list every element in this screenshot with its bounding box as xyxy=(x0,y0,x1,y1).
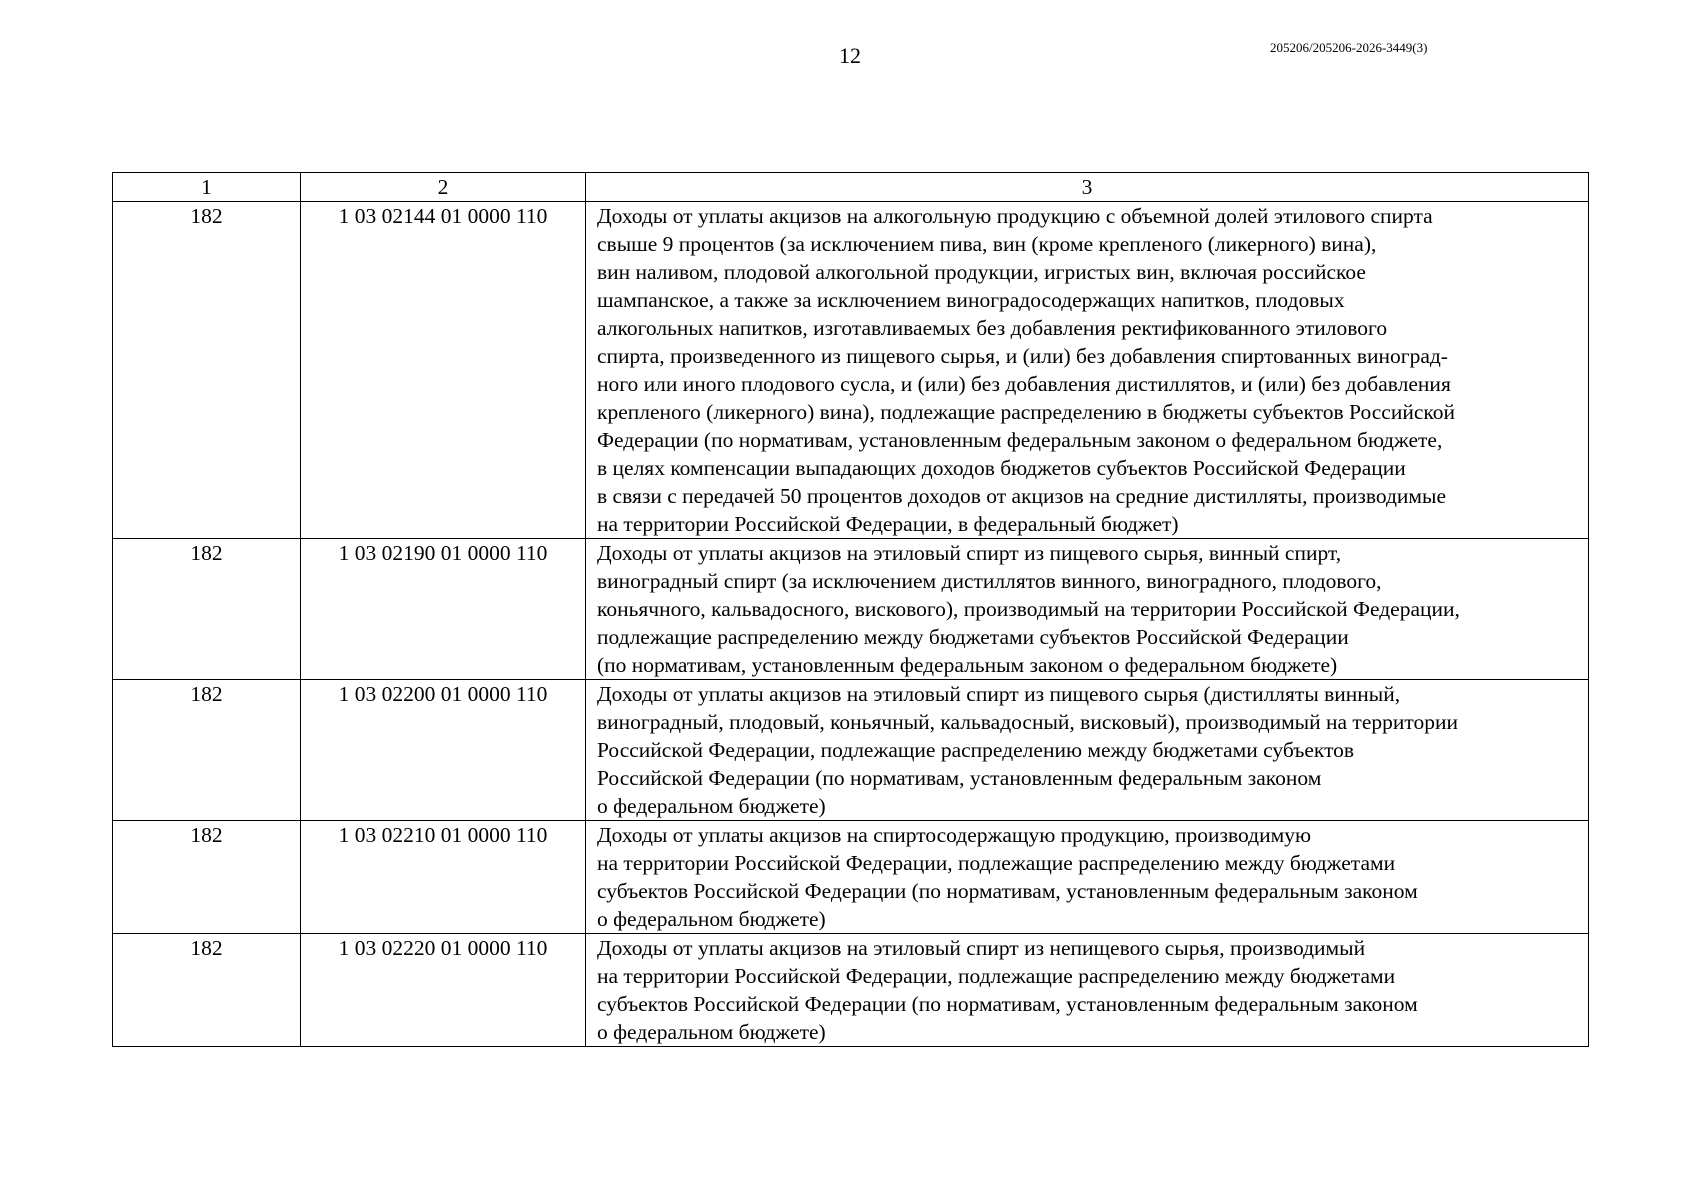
column-number-2: 2 xyxy=(301,173,586,202)
description-line: Доходы от уплаты акцизов на этиловый спирт из пищевого сырья, винный спирт, xyxy=(597,541,1342,565)
table-row xyxy=(113,934,1589,1047)
description-line: Российской Федерации (по нормативам, установленным федеральным законом xyxy=(597,766,1322,790)
admin-code-cell: 182 xyxy=(113,680,301,821)
description-cell xyxy=(586,934,1589,1047)
description-line: Доходы от уплаты акцизов на этиловый спирт из пищевого сырья (дистилляты винный, xyxy=(597,682,1401,706)
kbk-code-cell: 1 03 02190 01 0000 110 xyxy=(301,539,586,680)
description-line: Доходы от уплаты акцизов на алкогольную продукцию с объемной долей этилового спирта xyxy=(597,204,1433,228)
description-line: (по нормативам, установленным федеральным законом о федеральном бюджете) xyxy=(597,653,1338,677)
description-line: субъектов Российской Федерации (по нормативам, установленным федеральным законом xyxy=(597,992,1418,1016)
description-line: Российской Федерации, подлежащие распределению между бюджетами субъектов xyxy=(597,738,1355,762)
description-line: на территории Российской Федерации, подлежащие распределению между бюджетами xyxy=(597,851,1396,875)
admin-code-cell: 182 xyxy=(113,539,301,680)
kbk-code-cell: 1 03 02210 01 0000 110 xyxy=(301,821,586,934)
description-line: виноградный, плодовый, коньячный, кальвадосный, висковый), производимый на территории xyxy=(597,710,1458,734)
description-line: Доходы от уплаты акцизов на этиловый спирт из непищевого сырья, производимый xyxy=(597,936,1366,960)
description-line: ного или иного плодового сусла, и (или) без добавления дистиллятов, и (или) без добавления xyxy=(597,372,1451,396)
table-row xyxy=(113,202,1589,539)
table-row xyxy=(113,539,1589,680)
admin-code-cell: 182 xyxy=(113,934,301,1047)
description-line: виноградный спирт (за исключением дистиллятов винного, виноградного, плодового, xyxy=(597,569,1382,593)
description-cell xyxy=(586,680,1589,821)
description-cell xyxy=(586,821,1589,934)
description-cell xyxy=(586,539,1589,680)
description-line: коньячного, кальвадосного, вискового), производимый на территории Российской Федерации, xyxy=(597,597,1460,621)
page-number: 12 xyxy=(839,43,861,68)
description-line: о федеральном бюджете) xyxy=(597,907,826,931)
column-number-row xyxy=(113,173,1589,202)
description-cell xyxy=(586,202,1589,539)
table-body xyxy=(113,202,1589,1047)
description-line: о федеральном бюджете) xyxy=(597,794,826,818)
description-line: Федерации (по нормативам, установленным федеральным законом о федеральном бюджете, xyxy=(597,428,1443,452)
table-row xyxy=(113,680,1589,821)
description-line: Доходы от уплаты акцизов на спиртосодержащую продукцию, производимую xyxy=(597,823,1312,847)
admin-code-cell: 182 xyxy=(113,821,301,934)
document-code: 205206/205206-2026-3449(3) xyxy=(1270,40,1428,55)
description-line: шампанское, а также за исключением виноградосодержащих напитков, плодовых xyxy=(597,288,1345,312)
description-line: о федеральном бюджете) xyxy=(597,1020,826,1044)
description-line: на территории Российской Федерации, подлежащие распределению между бюджетами xyxy=(597,964,1396,988)
kbk-code-cell: 1 03 02220 01 0000 110 xyxy=(301,934,586,1047)
description-line: субъектов Российской Федерации (по нормативам, установленным федеральным законом xyxy=(597,879,1418,903)
column-number-3: 3 xyxy=(586,173,1589,202)
table-row xyxy=(113,821,1589,934)
description-line: крепленого (ликерного) вина), подлежащие распределению в бюджеты субъектов Российской xyxy=(597,400,1455,424)
revenue-codes-table xyxy=(112,172,1589,1047)
admin-code-cell: 182 xyxy=(113,202,301,539)
kbk-code-cell: 1 03 02200 01 0000 110 xyxy=(301,680,586,821)
description-line: на территории Российской Федерации, в федеральный бюджет) xyxy=(597,512,1179,536)
description-line: алкогольных напитков, изготавливаемых без добавления ректификованного этилового xyxy=(597,316,1388,340)
description-line: подлежащие распределению между бюджетами субъектов Российской Федерации xyxy=(597,625,1349,649)
description-line: вин наливом, плодовой алкогольной продукции, игристых вин, включая российское xyxy=(597,260,1366,284)
description-line: спирта, произведенного из пищевого сырья, и (или) без добавления спиртованных виноград- xyxy=(597,344,1448,368)
description-line: свыше 9 процентов (за исключением пива, вин (кроме крепленого (ликерного) вина), xyxy=(597,232,1377,256)
description-line: в связи с передачей 50 процентов доходов от акцизов на средние дистилляты, производимые xyxy=(597,484,1447,508)
description-line: в целях компенсации выпадающих доходов бюджетов субъектов Российской Федерации xyxy=(597,456,1406,480)
kbk-code-cell: 1 03 02144 01 0000 110 xyxy=(301,202,586,539)
column-number-1: 1 xyxy=(113,173,301,202)
